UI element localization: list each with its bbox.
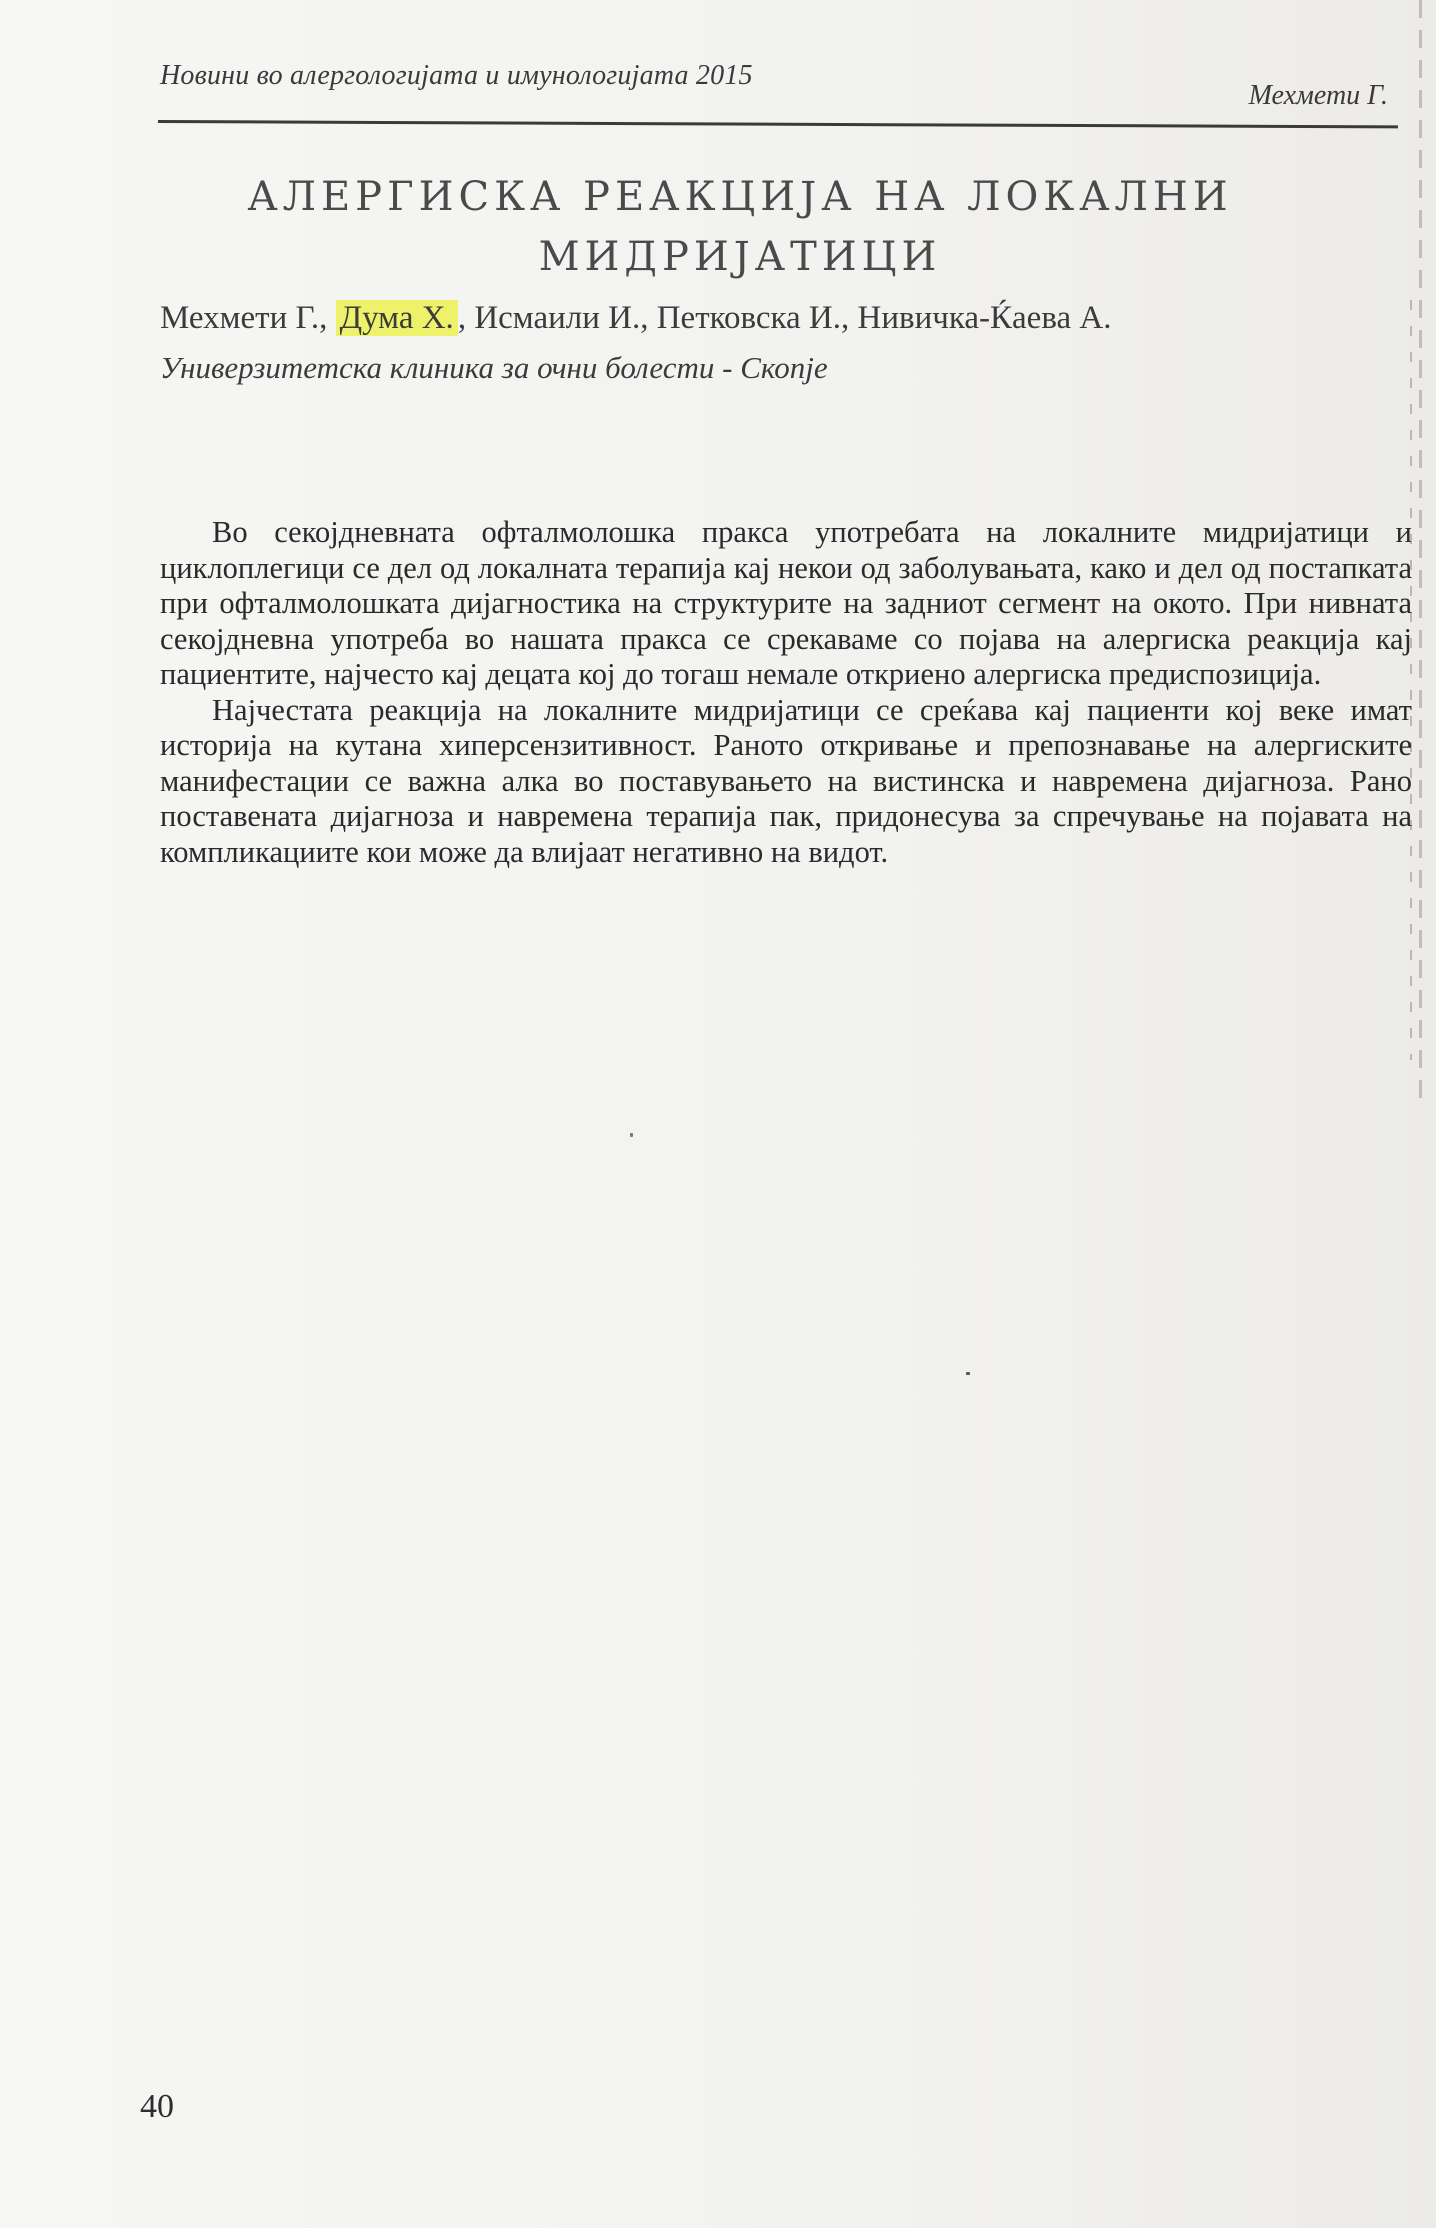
authors-trailing: , Исмаили И., Петковска И., Нивичка-Ќаева А.: [457, 300, 1112, 336]
page-number: 40: [140, 2088, 174, 2125]
highlighted-author: Дума Х.: [336, 300, 458, 336]
author-list: [160, 300, 1360, 337]
article-title: АЛЕРГИСКА РЕАКЦИЈА НА ЛОКАЛНИ МИДРИЈАТИЦИ: [247, 173, 1233, 280]
scan-speck: [630, 1133, 633, 1137]
header-rule: [158, 120, 1398, 128]
authors-leading: Мехмети Г.,: [160, 300, 336, 336]
running-head-left: Новини во алергологијата и имунологијата 2015: [160, 60, 753, 91]
scan-edge: [1419, 0, 1422, 1100]
running-head-right: Мехмети Г.: [1248, 80, 1388, 111]
paragraph: Во секојдневната офталмолошка пракса употребата на локалните мидријатици и циклоплегици се дел од локалната терапија кај некои од заболувањата, како и дел од постапката при офталмолошката дијагностика на структурите на задниот сегмент на окото. При нивната секојдневна употреба во нашата пракса се срекаваме со појава на алергиска реакција кај пациентите, најчесто кај децата кој до тогаш немале откриено алергиска предиспозиција.: [160, 515, 1412, 691]
affiliation: Универзитетска клиника за очни болести - Скопје: [160, 350, 828, 385]
abstract-body: [160, 515, 1412, 870]
scan-speck: [966, 1372, 970, 1375]
paragraph: Најчестата реакција на локалните мидријатици се среќава кај пациенти кој веке имат историја на кутана хиперсензитивност. Раното откривање и препознавање на алергиските манифестации се важна алка во поставувањето на вистинска и навремена дијагноза. Рано поставената дијагноза и навремена терапија пак, придонесува за спречување на појавата на компликациите кои може да влијаат негативно на видот.: [160, 692, 1412, 869]
